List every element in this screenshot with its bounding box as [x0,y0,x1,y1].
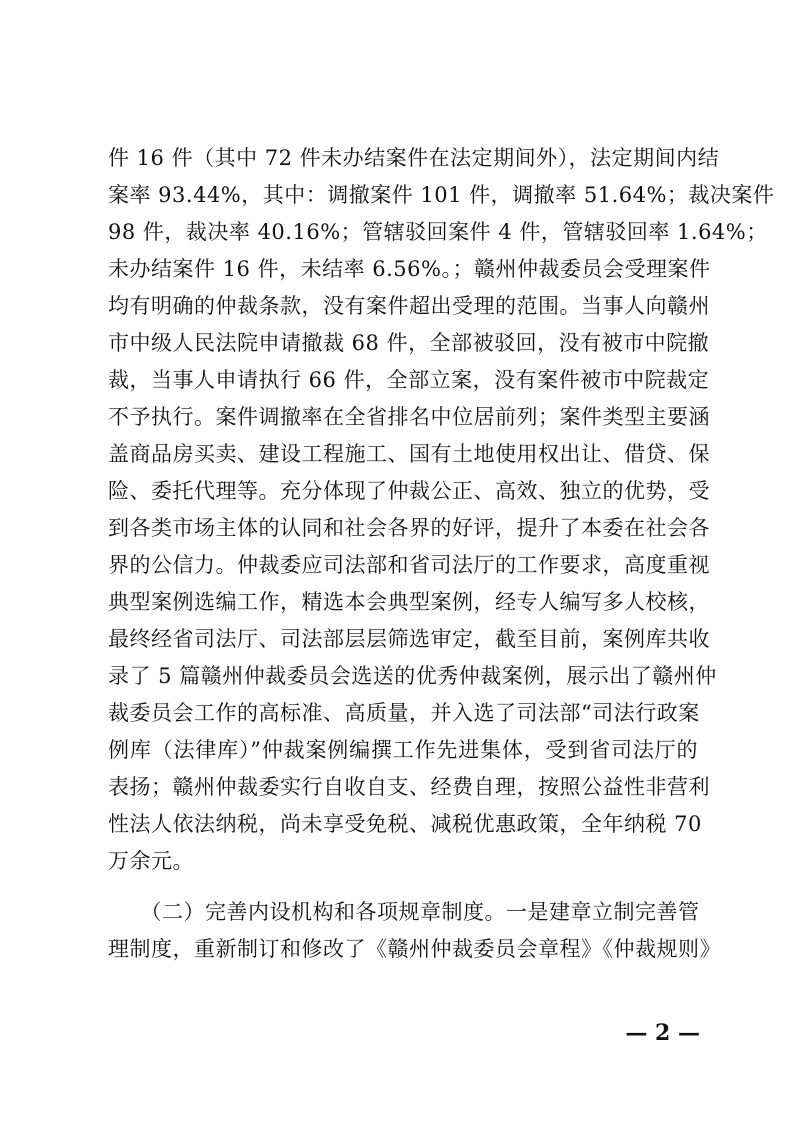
paragraph-line: 均有明确的仲裁条款，没有案件超出受理的范围。当事人向赣州 [108,294,710,318]
paragraph-line: 性法人依法纳税，尚未享受免税、减税优惠政策，全年纳税 70 [108,812,702,836]
paragraph-line: 到各类市场主体的认同和社会各界的好评，提升了本委在社会各 [108,516,710,540]
body-text [108,140,775,968]
paragraph-line: 录了 5 篇赣州仲裁委员会选送的优秀仲裁案例，展示出了赣州仲 [108,664,717,688]
paragraph-line: 案率 93.44%，其中：调撤案件 101 件，调撤率 51.64%；裁决案件 [108,183,775,207]
paragraph-line: 不予执行。案件调撤率在全省排名中位居前列；案件类型主要涵 [108,405,710,429]
paragraph-line: 表扬；赣州仲裁委实行自收自支、经费自理，按照公益性非营利 [108,775,710,799]
paragraph-line: 盖商品房买卖、建设工程施工、国有土地使用权出让、借贷、保 [108,442,710,466]
paragraph-line: 裁委员会工作的高标准、高质量，并入选了司法部“司法行政案 [108,701,700,725]
paragraph-line: （二）完善内设机构和各项规章制度。一是建章立制完善管 [108,900,700,924]
paragraph-line: 界的公信力。仲裁委应司法部和省司法厅的工作要求，高度重视 [108,553,710,577]
paragraph-line: 例库（法律库）”仲裁案例编撰工作先进集体，受到省司法厅的 [108,738,698,762]
paragraph-line: 裁，当事人申请执行 66 件，全部立案，没有案件被市中院裁定 [108,368,710,392]
paragraph-gap [108,880,698,894]
paragraph-line: 市中级人民法院申请撤裁 68 件，全部被驳回，没有被市中院撤 [108,331,710,355]
page-number: — 2 — [625,1020,700,1046]
paragraph-line: 万余元。 [108,849,194,873]
paragraph-line: 典型案例选编工作，精选本会典型案例，经专人编写多人校核， [108,590,710,614]
paragraph-line: 件 16 件（其中 72 件未办结案件在法定期间外），法定期间内结 [108,146,720,170]
paragraph-line: 理制度，重新制订和修改了《赣州仲裁委员会章程》《仲裁规则》 [108,937,721,961]
paragraph-line: 最终经省司法厅、司法部层层筛选审定，截至目前，案例库共收 [108,627,710,651]
paragraph-line: 98 件，裁决率 40.16%；管辖驳回案件 4 件，管辖驳回率 1.64%； [108,220,768,244]
paragraph-line: 未办结案件 16 件，未结率 6.56%。；赣州仲裁委员会受理案件 [108,257,711,281]
paragraph-line: 险、委托代理等。充分体现了仲裁公正、高效、独立的优势，受 [108,479,710,503]
